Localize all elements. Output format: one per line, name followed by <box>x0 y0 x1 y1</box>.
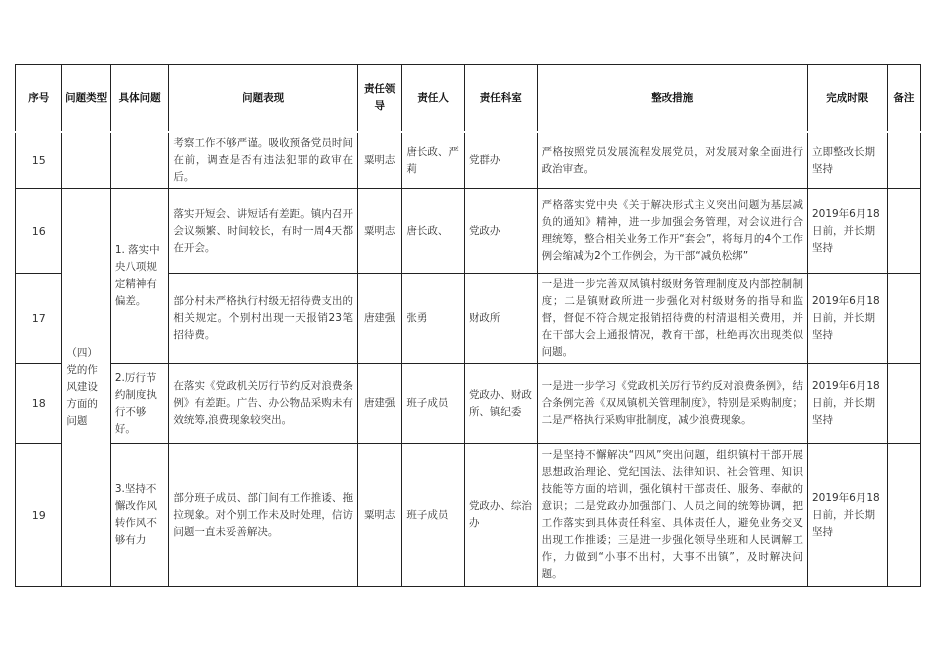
row-note <box>887 274 920 364</box>
row-specific: 3.坚持不懈改作风转作风不够有力 <box>110 444 169 587</box>
row-deadline: 2019年6月18日前，并长期坚持 <box>807 274 887 364</box>
table-row <box>16 132 921 189</box>
header-category: 问题类型 <box>62 65 110 133</box>
specific-cell-1: 1. 落实中央八项规定精神有偏差。 <box>110 189 169 364</box>
header-measures: 整改措施 <box>537 65 807 133</box>
row-category <box>62 132 110 189</box>
rectification-table <box>15 64 921 587</box>
row-seq: 15 <box>16 132 62 189</box>
row-dept: 财政所 <box>464 274 537 364</box>
row-manifestation: 落实开短会、讲短话有差距。镇内召开会议频繁、时间较长，有时一周4天都在开会。 <box>169 189 358 274</box>
header-manifestation: 问题表现 <box>169 65 358 133</box>
table-row <box>16 364 921 444</box>
row-note <box>887 444 920 587</box>
row-note <box>887 189 920 274</box>
row-manifestation: 部分班子成员、部门间有工作推诿、拖拉现象。对个别工作未及时处理，信访问题一直未妥善解决。 <box>169 444 358 587</box>
header-deadline: 完成时限 <box>807 65 887 133</box>
row-specific: 2.厉行节约制度执行不够好。 <box>110 364 169 444</box>
row-dept: 党政办、综治办 <box>464 444 537 587</box>
row-measures: 严格落实党中央《关于解决形式主义突出问题为基层减负的通知》精神，进一步加强会务管理，对会议进行合理统筹，整合相关业务工作开“套会”，将每月的4个工作例会缩减为2个工作例会，为干部“减负松绑” <box>537 189 807 274</box>
row-dept: 党群办 <box>464 132 537 189</box>
table-row <box>16 444 921 587</box>
row-manifestation: 部分村未严格执行村级无招待费支出的相关规定。个别村出现一天报销23笔招待费。 <box>169 274 358 364</box>
table-row <box>16 189 921 274</box>
row-specific <box>110 132 169 189</box>
row-leader: 唐建强 <box>358 274 402 364</box>
row-leader: 粟明志 <box>358 444 402 587</box>
row-note <box>887 364 920 444</box>
row-deadline: 2019年6月18日前，并长期坚持 <box>807 364 887 444</box>
header-dept: 责任科室 <box>464 65 537 133</box>
header-row <box>16 65 921 133</box>
row-person: 唐长政、严莉 <box>402 132 465 189</box>
category-cell: （四）党的作风建设方面的问题 <box>62 189 110 587</box>
row-dept: 党政办 <box>464 189 537 274</box>
row-manifestation: 考察工作不够严谨。吸收预备党员时间在前，调查是否有违法犯罪的政审在后。 <box>169 132 358 189</box>
header-note: 备注 <box>887 65 920 133</box>
row-person: 班子成员 <box>402 444 465 587</box>
row-seq: 18 <box>16 364 62 444</box>
header-leader: 责任领导 <box>358 65 402 133</box>
header-specific: 具体问题 <box>110 65 169 133</box>
row-seq: 19 <box>16 444 62 587</box>
header-person: 责任人 <box>402 65 465 133</box>
row-person: 班子成员 <box>402 364 465 444</box>
row-deadline: 立即整改长期坚持 <box>807 132 887 189</box>
row-leader: 粟明志 <box>358 132 402 189</box>
row-manifestation: 在落实《党政机关厉行节约反对浪费条例》有差距。广告、办公物品采购未有效统筹,浪费现象较突出。 <box>169 364 358 444</box>
row-leader: 粟明志 <box>358 189 402 274</box>
row-seq: 17 <box>16 274 62 364</box>
row-note <box>887 132 920 189</box>
row-person: 张勇 <box>402 274 465 364</box>
row-seq: 16 <box>16 189 62 274</box>
row-measures: 一是坚持不懈解决“四风”突出问题，组织镇村干部开展思想政治理论、党纪国法、法律知识、社会管理、知识技能等方面的培训，强化镇村干部责任、服务、奉献的意识；二是党政办加强部门、人员之间的统筹协调，把工作落实到具体责任科室、具体责任人，避免业务交叉出现工作推诿；三是进一步强化领导坐班和人民调解工作，力做到“小事不出村，大事不出镇”，及时解决问题。 <box>537 444 807 587</box>
row-leader: 唐建强 <box>358 364 402 444</box>
row-deadline: 2019年6月18日前，并长期坚持 <box>807 444 887 587</box>
row-measures: 严格按照党员发展流程发展党员，对发展对象全面进行政治审查。 <box>537 132 807 189</box>
row-measures: 一是进一步学习《党政机关厉行节约反对浪费条例》，结合条例完善《双凤镇机关管理制度》，特别是采购制度；二是严格执行采购审批制度，减少浪费现象。 <box>537 364 807 444</box>
row-measures: 一是进一步完善双凤镇村级财务管理制度及内部控制制度；二是镇财政所进一步强化对村级财务的指导和监督，督促不符合规定报销招待费的村清退相关费用，并在干部大会上通报情况，教育干部，杜绝再次出现类似问题。 <box>537 274 807 364</box>
header-seq: 序号 <box>16 65 62 133</box>
row-dept: 党政办、财政所、镇纪委 <box>464 364 537 444</box>
row-person: 唐长政、 <box>402 189 465 274</box>
row-deadline: 2019年6月18日前，并长期坚持 <box>807 189 887 274</box>
